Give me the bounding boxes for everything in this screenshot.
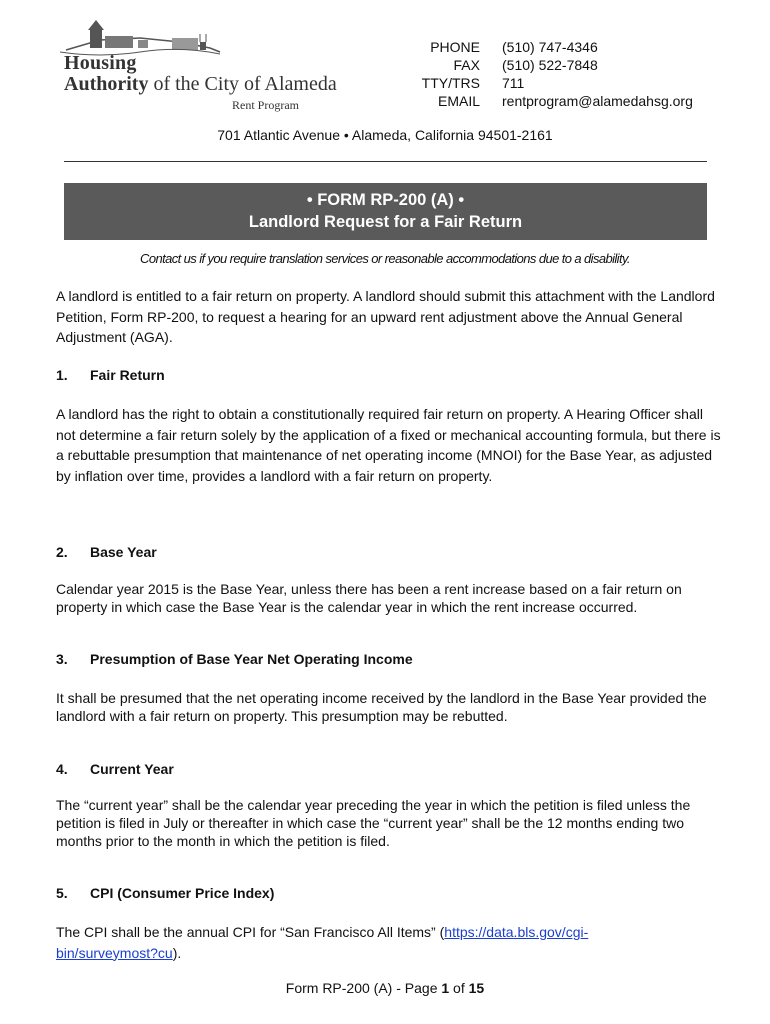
bls-cpi-link[interactable]: https://data.bls.gov/cgi-bin/surveymost?cu (56, 924, 589, 961)
section-body-presumption: It shall be presumed that the net operating income received by the landlord in the Base Year provided the landlord with a fair return on property. This presumption may be rebutted. (56, 690, 707, 724)
page-footer: Form RP-200 (A) - Page 1 of 15 (285, 980, 485, 996)
header-divider (64, 161, 707, 162)
section-body-current-year: The “current year” shall be the calendar year preceding the year in which the petition is filed unless the petition is filed in July or thereafter in which case the “current year” shall be the 12 months ending two months prior to the month in which the petition is filed. (56, 797, 691, 849)
logo-text-rent-program: Rent Program (232, 98, 299, 112)
phone-label: PHONE (430, 39, 480, 55)
building-skyline-icon (60, 20, 220, 55)
logo-text-authority: Authority of the City of Alameda (64, 73, 337, 95)
tty-label: TTY/TRS (421, 75, 480, 91)
contact-labels (400, 38, 480, 110)
fax-label: FAX (453, 57, 480, 73)
intro-paragraph: A landlord is entitled to a fair return on property. A landlord should submit this attachment with the Landlord Petition, Form RP-200, to request a hearing for an upward rent adjustment above the Annual General Adjustment (AGA). (56, 288, 715, 345)
email-label: EMAIL (437, 93, 480, 109)
form-number: • FORM RP-200 (A) • (306, 191, 465, 209)
form-title: Landlord Request for a Fair Return (248, 213, 523, 231)
accessibility-notice: Contact us if you require translation services or reasonable accommodations due to a disability. (140, 251, 630, 266)
logo-text-housing: Housing (64, 52, 137, 74)
email-value: rentprogram@alamedahsg.org (502, 93, 693, 109)
office-address: 701 Atlantic Avenue • Alameda, California 94501-2161 (217, 127, 553, 143)
section-heading-current-year: 4. Current Year (56, 761, 174, 777)
section-heading-base-year: 2. Base Year (56, 544, 157, 560)
section-heading-presumption: 3. Presumption of Base Year Net Operating Income (56, 651, 413, 667)
section-body-cpi: The CPI shall be the annual CPI for “San Francisco All Items” (https://data.bls.gov/cgi-bin/surveymost?cu). (56, 924, 589, 961)
section-body-fair-return: A landlord has the right to obtain a constitutionally required fair return on property. A Hearing Officer shall not determine a fair return solely by the application of a fixed or mechanical accounting formula, but there is a rebuttable presumption that maintenance of net operating income (MNOI) for the Base Year, as adjusted by inflation over time, provides a landlord with a fair return on property. (56, 406, 721, 484)
section-heading-cpi: 5. CPI (Consumer Price Index) (56, 885, 275, 901)
section-body-base-year: Calendar year 2015 is the Base Year, unless there has been a rent increase based on a fair return on property in which case the Base Year is the calendar year in which the rent increase occurred. (56, 581, 682, 615)
total-page-count: 15 (468, 980, 485, 996)
phone-value: (510) 747-4346 (502, 39, 598, 55)
current-page-number: 1 (441, 980, 450, 996)
section-heading-fair-return: 1. Fair Return (56, 367, 165, 383)
form-title-banner (64, 183, 707, 240)
contact-values (502, 38, 693, 110)
tty-value: 711 (502, 75, 525, 91)
fax-value: (510) 522-7848 (502, 57, 598, 73)
